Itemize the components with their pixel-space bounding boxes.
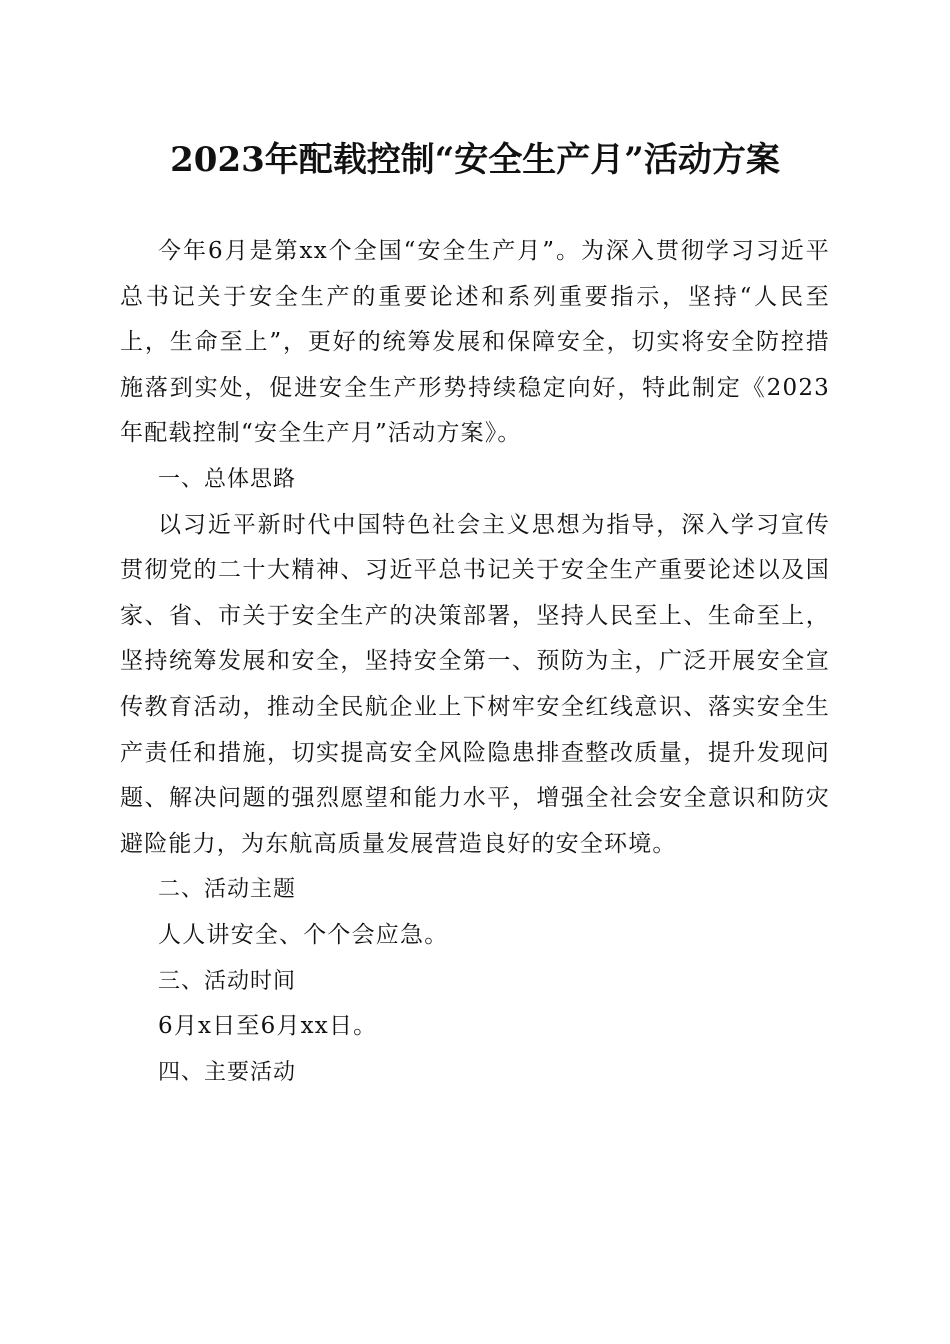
intro-paragraph: 今年6月是第xx个全国“安全生产月”。为深入贯彻学习习近平总书记关于安全生产的重要论述和系列重要指示，坚持“人民至上，生命至上”，更好的统筹发展和保障安全，切实将安全防控措施落到实处，促进安全生产形势持续稳定向好，特此制定《2023年配载控制“安全生产月”活动方案》。	[120, 238, 830, 447]
section-content-activity-time: 6月x日至6月xx日。	[158, 1013, 378, 1040]
document-title: 2023年配载控制“安全生产月”活动方案	[170, 140, 780, 180]
section-heading-activity-theme: 二、活动主题	[158, 877, 297, 903]
document-body	[120, 229, 830, 1095]
section-content-activity-theme: 人人讲安全、个个会应急。	[158, 921, 449, 948]
section-content-overall-approach: 以习近平新时代中国特色社会主义思想为指导，深入学习宣传贯彻党的二十大精神、习近平总书记关于安全生产重要论述以及国家、省、市关于安全生产的决策部署，坚持人民至上、生命至上，坚持统筹发展和安全，坚持安全第一、预防为主，广泛开展安全宣传教育活动，推动全民航企业上下树牢安全红线意识、落实安全生产责任和措施，切实提高安全风险隐患排查整改质量，提升发现问题、解决问题的强烈愿望和能力水平，增强全社会安全意识和防灾避险能力，为东航高质量发展营造良好的安全环境。	[120, 511, 830, 857]
section-heading-main-activities: 四、主要活动	[158, 1059, 297, 1085]
section-heading-activity-time: 三、活动时间	[158, 968, 297, 994]
section-heading-overall-approach: 一、总体思路	[158, 466, 297, 492]
